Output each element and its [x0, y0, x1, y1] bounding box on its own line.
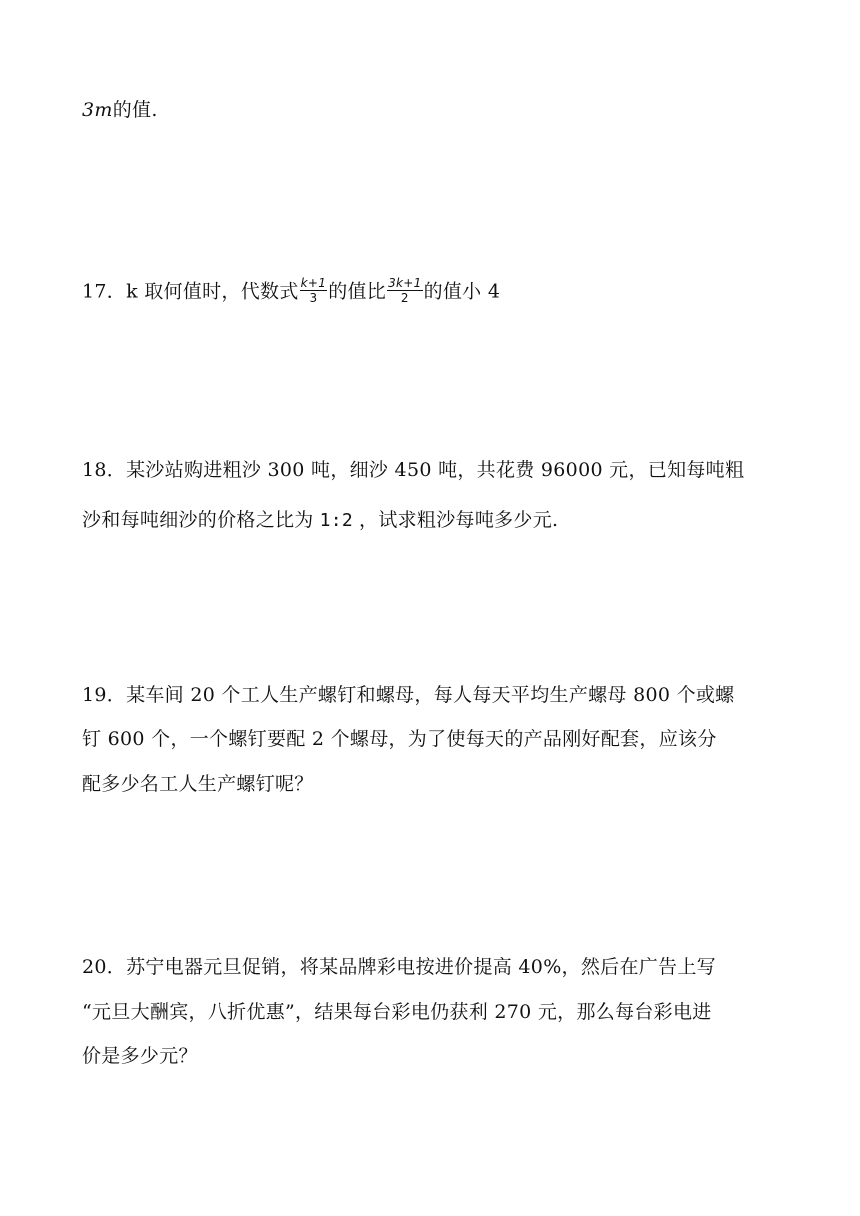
- question-19-line-1: 19．某车间 20 个工人生产螺钉和螺母，每人每天平均生产螺母 800 个或螺: [82, 684, 735, 706]
- prev-question-tail: [82, 98, 158, 122]
- fraction-denominator: 3: [309, 291, 318, 305]
- ratio-value: 1:2: [319, 510, 354, 531]
- q17-lead: 17．k 取何值时，代数式: [82, 280, 299, 303]
- question-18-line-2: [82, 508, 558, 533]
- question-18-line-1: 18．某沙站购进粗沙 300 吨，细沙 450 吨，共花费 96000 元，已知每吨粗: [82, 459, 745, 481]
- fraction-numerator: k+1: [300, 276, 327, 290]
- math-3m: 3m: [82, 99, 113, 121]
- fraction-denominator: 2: [400, 291, 409, 305]
- fraction-k-plus-1-over-3: [300, 276, 328, 305]
- question-20-line-3: 价是多少元？: [82, 1045, 198, 1067]
- question-20-line-2: “元旦大酬宾，八折优惠”，结果每台彩电仍获利 270 元，那么每台彩电进: [82, 1001, 712, 1023]
- question-19-line-2: 钉 600 个，一个螺钉要配 2 个螺母，为了使每天的产品刚好配套，应该分: [82, 728, 717, 750]
- question-20-line-1: 20．苏宁电器元旦促销，将某品牌彩电按进价提高 40%，然后在广告上写: [82, 956, 716, 978]
- q17-tail: 的值小 4: [423, 280, 501, 303]
- question-19-line-3: 配多少名工人生产螺钉呢？: [82, 773, 314, 795]
- question-17: [82, 278, 500, 307]
- prev-tail-text: 的值.: [112, 99, 158, 121]
- fraction-numerator: 3k+1: [388, 276, 422, 290]
- q18-line2-b: ，试求粗沙每吨多少元.: [359, 509, 559, 531]
- q17-mid: 的值比: [328, 280, 387, 303]
- fraction-3k-plus-1-over-2: [387, 276, 422, 305]
- q18-line2-a: 沙和每吨细沙的价格之比为: [82, 509, 314, 531]
